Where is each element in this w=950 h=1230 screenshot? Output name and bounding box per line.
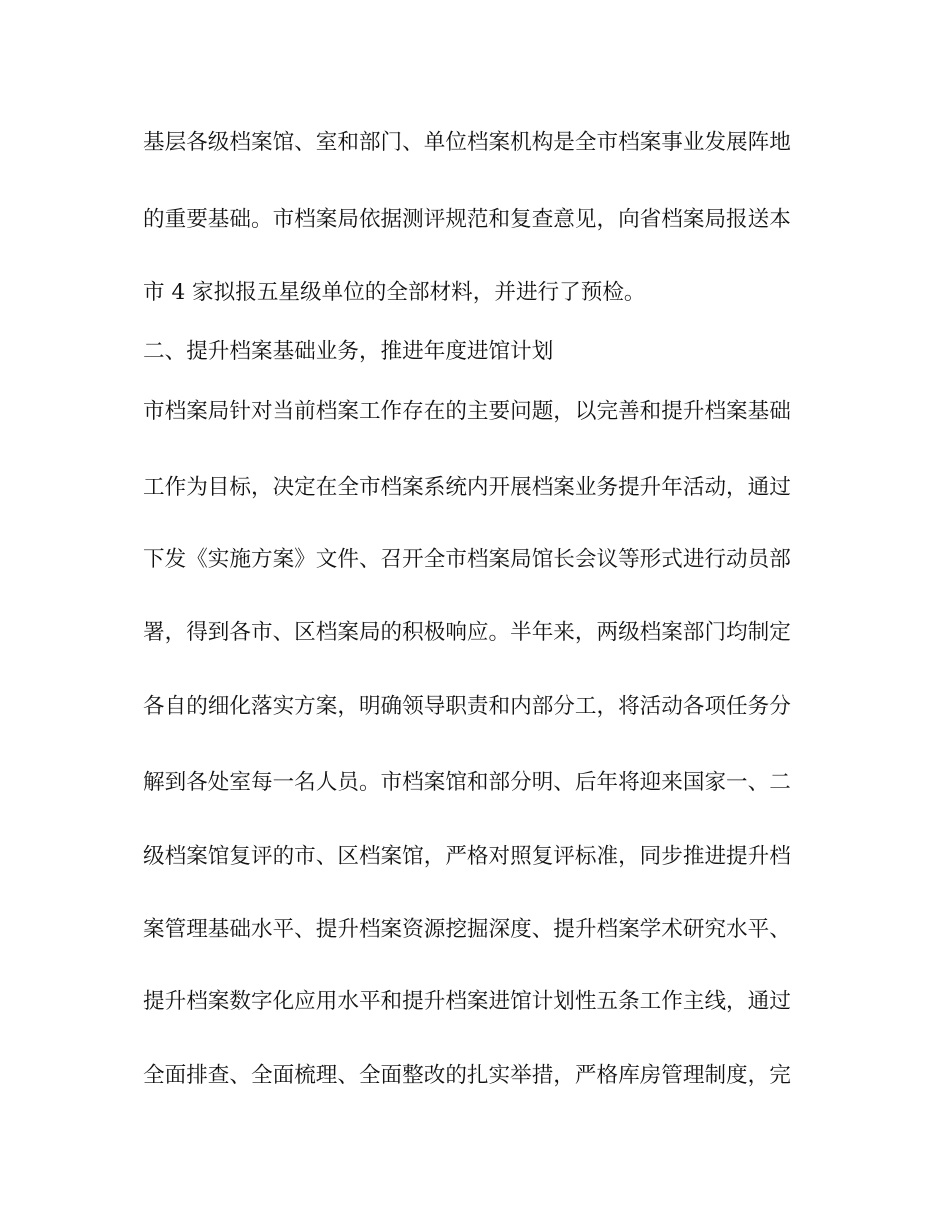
- paragraph-line-9: 各自的细化落实方案，明确领导职责和内部分工，将活动各项任务分: [143, 694, 791, 719]
- paragraph-line-5: 市档案局针对当前档案工作存在的主要问题，以完善和提升档案基础: [143, 399, 791, 424]
- paragraph-line-14: 全面排查、全面梳理、全面整改的扎实举措，严格库房管理制度，完: [143, 1063, 791, 1088]
- paragraph-line-7: 下发《实施方案》文件、召开全市档案局馆长会议等形式进行动员部: [143, 547, 791, 572]
- paragraph-line-13: 提升档案数字化应用水平和提升档案进馆计划性五条工作主线，通过: [143, 989, 791, 1014]
- section-heading: 二、提升档案基础业务，推进年度进馆计划: [143, 339, 554, 364]
- paragraph-line-12: 案管理基础水平、提升档案资源挖掘深度、提升档案学术研究水平、: [143, 917, 791, 942]
- paragraph-line-3: 市 4 家拟报五星级单位的全部材料，并进行了预检。: [143, 280, 646, 305]
- paragraph-line-6: 工作为目标，决定在全市档案系统内开展档案业务提升年活动，通过: [143, 475, 791, 500]
- paragraph-line-10: 解到各处室每一名人员。市档案馆和部分明、后年将迎来国家一、二: [143, 770, 791, 795]
- paragraph-line-1: 基层各级档案馆、室和部门、单位档案机构是全市档案事业发展阵地: [143, 130, 791, 155]
- paragraph-line-11: 级档案馆复评的市、区档案馆，严格对照复评标准，同步推进提升档: [143, 844, 791, 869]
- paragraph-line-8: 署，得到各市、区档案局的积极响应。半年来，两级档案部门均制定: [143, 620, 791, 645]
- paragraph-line-2: 的重要基础。市档案局依据测评规范和复查意见，向省档案局报送本: [143, 207, 791, 232]
